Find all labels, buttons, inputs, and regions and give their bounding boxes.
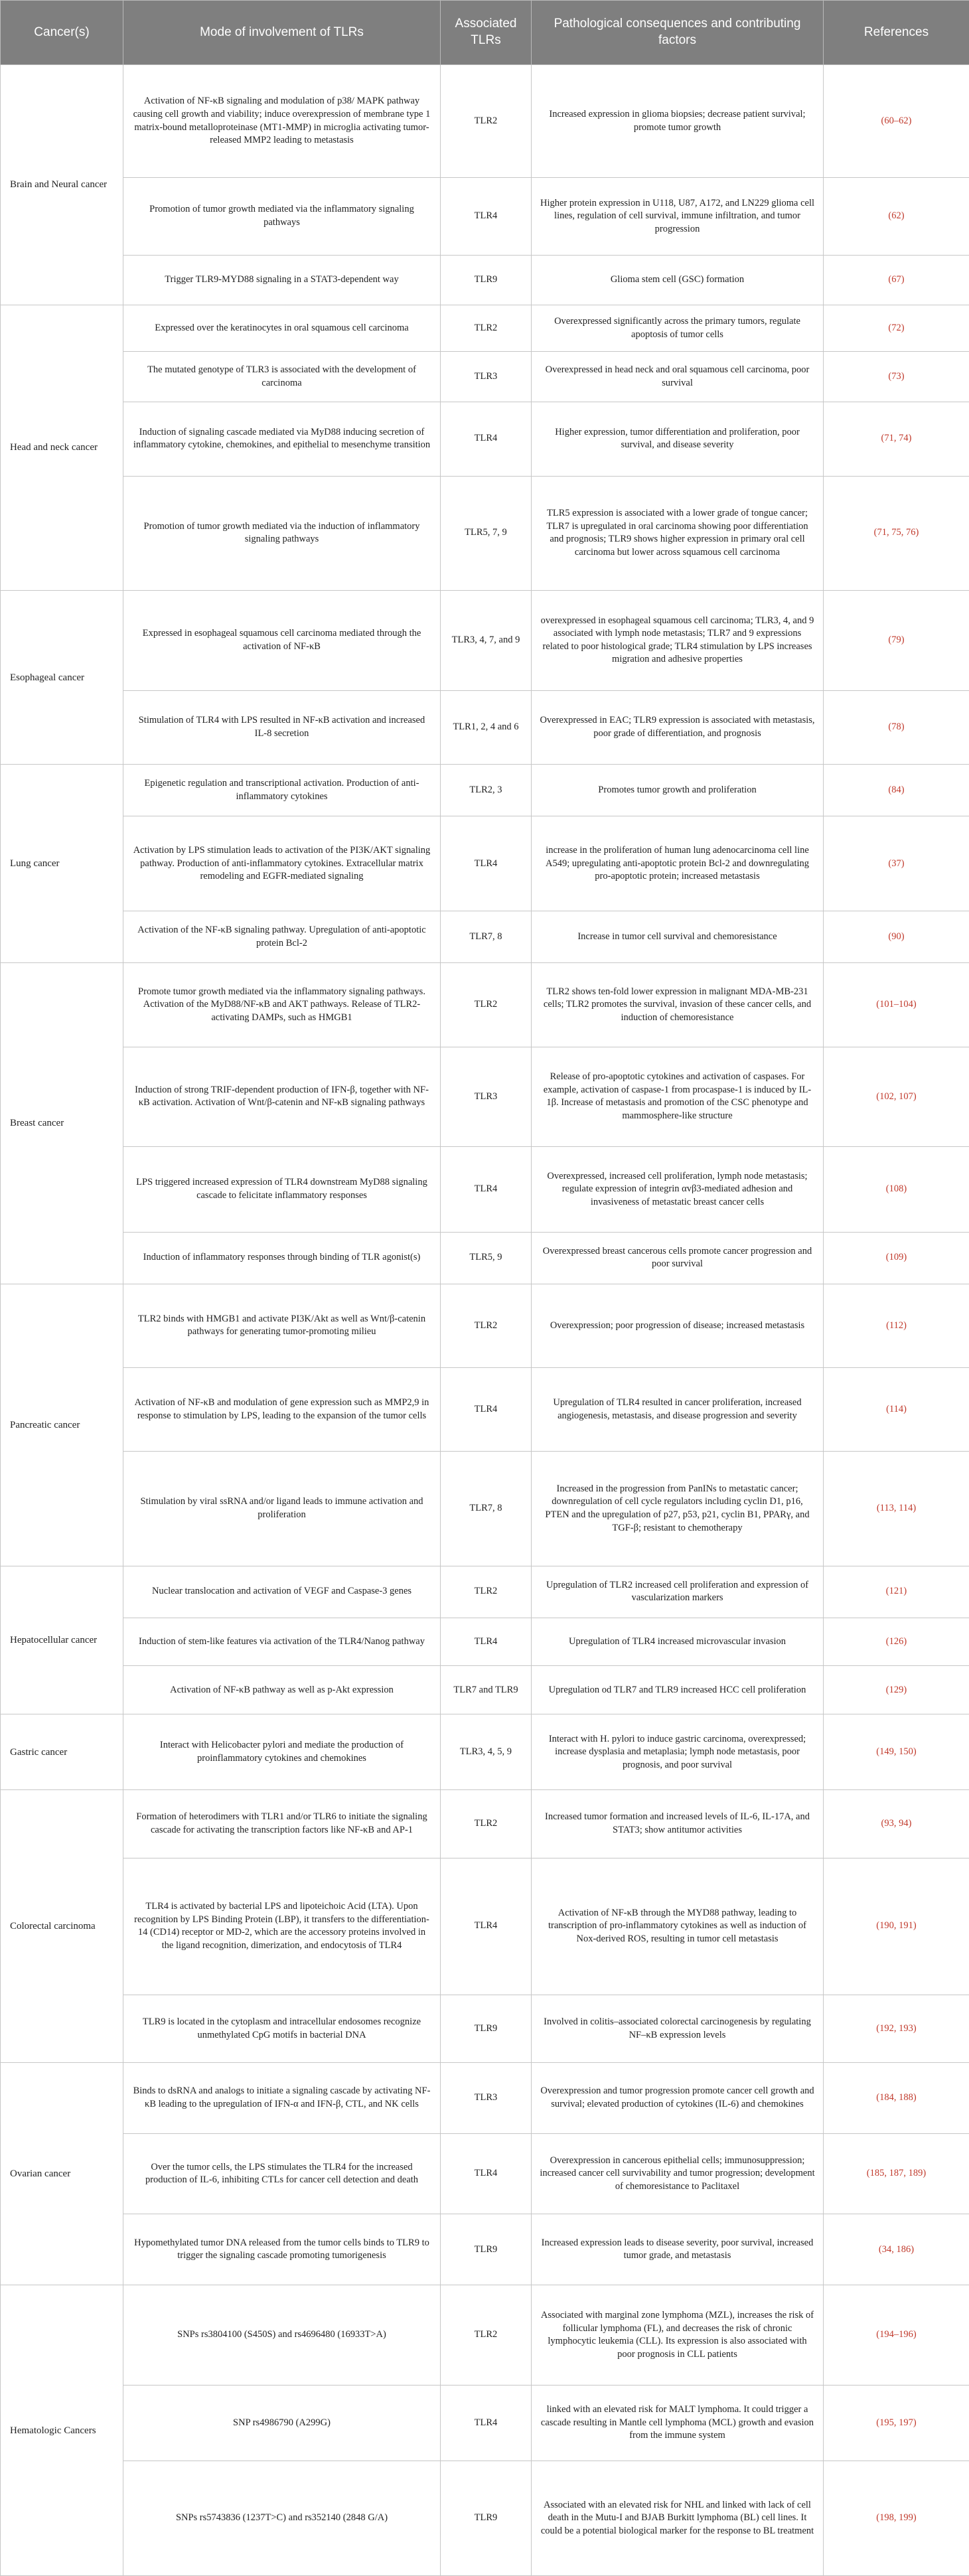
reference-cell[interactable]: (67) (824, 255, 969, 305)
mode-cell: Stimulation of TLR4 with LPS resulted in NF-κB activation and increased IL-8 secretion (123, 690, 441, 765)
pathology-cell: Overexpression; poor progression of disease; increased metastasis (532, 1284, 824, 1367)
reference-cell[interactable]: (93, 94) (824, 1790, 969, 1858)
table-row (1, 1666, 969, 1714)
mode-cell: Activation of the NF-κB signaling pathway. Upregulation of anti-apoptotic protein Bcl-2 (123, 911, 441, 963)
pathology-cell: Higher protein expression in U118, U87, A172, and LN229 glioma cell lines, regulation of cell survival, immune infiltration, and tumor progression (532, 178, 824, 256)
table-row (1, 2461, 969, 2576)
reference-cell[interactable]: (126) (824, 1618, 969, 1666)
tlr-cell: TLR4 (441, 178, 532, 256)
table-row (1, 178, 969, 256)
reference-cell[interactable]: (79) (824, 591, 969, 691)
mode-cell: Induction of signaling cascade mediated via MyD88 inducing secretion of inflammatory cytokine, chemokines, and epithelial to mesenchyme transition (123, 402, 441, 476)
header-pathology: Pathological consequences and contributing factors (532, 1, 824, 65)
tlr-cell: TLR2 (441, 2285, 532, 2386)
reference-cell[interactable]: (121) (824, 1566, 969, 1618)
reference-cell[interactable]: (129) (824, 1666, 969, 1714)
reference-cell[interactable]: (190, 191) (824, 1858, 969, 1995)
table-header (1, 1, 969, 65)
reference-cell[interactable]: (37) (824, 816, 969, 911)
tlr-cell: TLR4 (441, 402, 532, 476)
tlr-cell: TLR9 (441, 2214, 532, 2285)
table-row (1, 1232, 969, 1284)
reference-cell[interactable]: (185, 187, 189) (824, 2133, 969, 2214)
reference-cell[interactable]: (113, 114) (824, 1452, 969, 1566)
table-row (1, 591, 969, 691)
reference-cell[interactable]: (78) (824, 690, 969, 765)
mode-cell: SNP rs4986790 (A299G) (123, 2385, 441, 2461)
cancer-cell: Gastric cancer (1, 1714, 123, 1790)
table-row (1, 816, 969, 911)
tlr-cell: TLR3, 4, 5, 9 (441, 1714, 532, 1790)
table-row (1, 352, 969, 402)
pathology-cell: TLR2 shows ten-fold lower expression in malignant MDA-MB-231 cells; TLR2 promotes the survival, invasion of these cancer cells, and induction of chemoresistance (532, 963, 824, 1047)
table-row (1, 476, 969, 591)
table-row (1, 1618, 969, 1666)
pathology-cell: Increased in the progression from PanINs to metastatic cancer; downregulation of cell cycle regulators including cyclin D1, p16, PTEN and the upregulation of p27, p53, p21, cyclin B1, PPARγ, and TGF-β; resistant to chemotherapy (532, 1452, 824, 1566)
table-row (1, 2385, 969, 2461)
reference-cell[interactable]: (195, 197) (824, 2385, 969, 2461)
mode-cell: LPS triggered increased expression of TLR4 downstream MyD88 signaling cascade to felicitate inflammatory responses (123, 1147, 441, 1233)
header-tlrs: Associated TLRs (441, 1, 532, 65)
pathology-cell: Overexpressed, increased cell proliferation, lymph node metastasis; regulate expression of integrin αvβ3-mediated adhesion and invasiveness of metastatic breast cancer cells (532, 1147, 824, 1233)
cancer-cell: Colorectal carcinoma (1, 1790, 123, 2063)
pathology-cell: Upregulation of TLR4 resulted in cancer proliferation, increased angiogenesis, metastasis, and disease progression and severity (532, 1367, 824, 1451)
table-row (1, 2285, 969, 2386)
mode-cell: Activation of NF-κB pathway as well as p-Akt expression (123, 1666, 441, 1714)
table-row (1, 911, 969, 963)
tlr-cell: TLR4 (441, 1618, 532, 1666)
pathology-cell: Activation of NF-κB through the MYD88 pathway, leading to transcription of pro-inflammatory cytokines as well as induction of Nox-derived ROS, resulting in tumor cell metastasis (532, 1858, 824, 1995)
table-row (1, 255, 969, 305)
mode-cell: Interact with Helicobacter pylori and mediate the production of proinflammatory cytokines and chemokines (123, 1714, 441, 1790)
table-row (1, 690, 969, 765)
tlr-cell: TLR9 (441, 2461, 532, 2576)
tlr-cell: TLR2 (441, 1790, 532, 1858)
tlr-cell: TLR5, 7, 9 (441, 476, 532, 591)
pathology-cell: Upregulation of TLR2 increased cell proliferation and expression of vascularization markers (532, 1566, 824, 1618)
pathology-cell: Increased tumor formation and increased levels of IL-6, IL-17A, and STAT3; show antitumor activities (532, 1790, 824, 1858)
tlr-cell: TLR3 (441, 1047, 532, 1147)
table-row (1, 765, 969, 816)
pathology-cell: Overexpressed in head neck and oral squamous cell carcinoma, poor survival (532, 352, 824, 402)
pathology-cell: Involved in colitis–associated colorectal carcinogenesis by regulating NF–κB expression levels (532, 1995, 824, 2063)
mode-cell: Over the tumor cells, the LPS stimulates the TLR4 for the increased production of IL-6, inhibiting CTLs for cancer cell detection and death (123, 2133, 441, 2214)
pathology-cell: Overexpressed in EAC; TLR9 expression is associated with metastasis, poor grade of differentiation, and prognosis (532, 690, 824, 765)
mode-cell: Expressed over the keratinocytes in oral squamous cell carcinoma (123, 305, 441, 351)
pathology-cell: Promotes tumor growth and proliferation (532, 765, 824, 816)
cancer-cell: Pancreatic cancer (1, 1284, 123, 1566)
mode-cell: Binds to dsRNA and analogs to initiate a signaling cascade by activating NF-κB leading to the upregulation of IFN-α and IFN-β, CTL, and NK cells (123, 2063, 441, 2134)
reference-cell[interactable]: (84) (824, 765, 969, 816)
pathology-cell: Interact with H. pylori to induce gastric carcinoma, overexpressed; increase dysplasia and metaplasia; lymph node metastasis, poor prognosis, and poor survival (532, 1714, 824, 1790)
cancer-cell: Hematologic Cancers (1, 2285, 123, 2576)
table-row (1, 2063, 969, 2134)
mode-cell: Stimulation by viral ssRNA and/or ligand leads to immune activation and proliferation (123, 1452, 441, 1566)
tlr-cell: TLR1, 2, 4 and 6 (441, 690, 532, 765)
tlr-cell: TLR4 (441, 2133, 532, 2214)
table-row (1, 402, 969, 476)
mode-cell: Formation of heterodimers with TLR1 and/or TLR6 to initiate the signaling cascade for activating the transcription factors like NF-κB and AP-1 (123, 1790, 441, 1858)
mode-cell: Hypomethylated tumor DNA released from the tumor cells binds to TLR9 to trigger the signaling cascade promoting tumorigenesis (123, 2214, 441, 2285)
tlr-cell: TLR5, 9 (441, 1232, 532, 1284)
cancer-cell: Hepatocellular cancer (1, 1566, 123, 1714)
reference-cell[interactable]: (102, 107) (824, 1047, 969, 1147)
tlr-cell: TLR2 (441, 1566, 532, 1618)
mode-cell: Induction of strong TRIF-dependent production of IFN-β, together with NF-κB activation. Activation of Wnt/β-catenin and NF-κB signaling pathways (123, 1047, 441, 1147)
table-row (1, 65, 969, 178)
reference-cell[interactable]: (184, 188) (824, 2063, 969, 2134)
reference-cell[interactable]: (112) (824, 1284, 969, 1367)
pathology-cell: TLR5 expression is associated with a lower grade of tongue cancer; TLR7 is upregulated in oral carcinoma showing poor differentiation and prognosis; TLR9 shows higher expression in primary oral cell carcinoma but lower across squamous cell carcinoma (532, 476, 824, 591)
cancer-cell: Brain and Neural cancer (1, 65, 123, 305)
tlr-cell: TLR9 (441, 255, 532, 305)
mode-cell: The mutated genotype of TLR3 is associated with the development of carcinoma (123, 352, 441, 402)
pathology-cell: Increase in tumor cell survival and chemoresistance (532, 911, 824, 963)
pathology-cell: Associated with an elevated risk for NHL and linked with lack of cell death in the Mutu-I and BJAB Burkitt lymphoma (BL) cell lines. It could be a potential biological marker for the response to BL treatment (532, 2461, 824, 2576)
table-row (1, 1047, 969, 1147)
mode-cell: Promotion of tumor growth mediated via the inflammatory signaling pathways (123, 178, 441, 256)
tlr-cell: TLR9 (441, 1995, 532, 2063)
table-row (1, 1995, 969, 2063)
header-mode: Mode of involvement of TLRs (123, 1, 441, 65)
reference-cell[interactable]: (34, 186) (824, 2214, 969, 2285)
tlr-cell: TLR4 (441, 1858, 532, 1995)
mode-cell: TLR4 is activated by bacterial LPS and lipoteichoic Acid (LTA). Upon recognition by LPS Binding Protein (LBP), it transfers to the differentiation-14 (CD14) receptor or MD-2, which are the accessory proteins involved in the ligand recognition, dimerization, and endocytosis of TLR4 (123, 1858, 441, 1995)
tlr-cell: TLR2 (441, 1284, 532, 1367)
mode-cell: Promotion of tumor growth mediated via the induction of inflammatory signaling pathways (123, 476, 441, 591)
reference-cell[interactable]: (198, 199) (824, 2461, 969, 2576)
mode-cell: Activation of NF-κB signaling and modulation of p38/ MAPK pathway causing cell growth and viability; induce overexpression of membrane type 1 matrix-bound metalloproteinase (MT1-MMP) in microglia activating tumor-released MMP2 leading to metastasis (123, 65, 441, 178)
tlr-cell: TLR7, 8 (441, 911, 532, 963)
header-references: References (824, 1, 969, 65)
mode-cell: Trigger TLR9-MYD88 signaling in a STAT3-dependent way (123, 255, 441, 305)
table-row (1, 305, 969, 351)
mode-cell: Expressed in esophageal squamous cell carcinoma mediated through the activation of NF-κB (123, 591, 441, 691)
reference-cell[interactable]: (90) (824, 911, 969, 963)
reference-cell[interactable]: (72) (824, 305, 969, 351)
pathology-cell: Increased expression leads to disease severity, poor survival, increased tumor grade, and metastasis (532, 2214, 824, 2285)
pathology-cell: Increased expression in glioma biopsies; decrease patient survival; promote tumor growth (532, 65, 824, 178)
mode-cell: Induction of inflammatory responses through binding of TLR agonist(s) (123, 1232, 441, 1284)
table-body (1, 65, 969, 2576)
tlr-cell: TLR4 (441, 2385, 532, 2461)
tlr-cell: TLR4 (441, 1367, 532, 1451)
cancer-cell: Lung cancer (1, 765, 123, 963)
table-row (1, 1367, 969, 1451)
tlr-cell: TLR7 and TLR9 (441, 1666, 532, 1714)
tlr-cell: TLR3 (441, 2063, 532, 2134)
table-row (1, 963, 969, 1047)
table-row (1, 2214, 969, 2285)
tlr-cell: TLR3 (441, 352, 532, 402)
pathology-cell: Overexpression in cancerous epithelial cells; immunosuppression; increased cancer cell survivability and tumor progression; development of chemoresistance to Paclitaxel (532, 2133, 824, 2214)
pathology-cell: Higher expression, tumor differentiation and proliferation, poor survival, and disease severity (532, 402, 824, 476)
mode-cell: Activation of NF-κB and modulation of gene expression such as MMP2,9 in response to stimulation by LPS, leading to the expansion of the tumor cells (123, 1367, 441, 1451)
pathology-cell: Overexpressed significantly across the primary tumors, regulate apoptosis of tumor cells (532, 305, 824, 351)
pathology-cell: Release of pro-apoptotic cytokines and activation of caspases. For example, activation of caspase-1 from procaspase-1 is induced by IL-1β. Increase of metastasis and promotion of the CSC phenotype and mammosphere-like structure (532, 1047, 824, 1147)
cancer-cell: Head and neck cancer (1, 305, 123, 590)
reference-cell[interactable]: (71, 74) (824, 402, 969, 476)
mode-cell: Epigenetic regulation and transcriptional activation. Production of anti-inflammatory cytokines (123, 765, 441, 816)
reference-cell[interactable]: (114) (824, 1367, 969, 1451)
mode-cell: Activation by LPS stimulation leads to activation of the PI3K/AKT signaling pathway. Production of anti-inflammatory cytokines. Extracellular matrix remodeling and EGFR-mediated signaling (123, 816, 441, 911)
mode-cell: TLR2 binds with HMGB1 and activate PI3K/Akt as well as Wnt/β-catenin pathways for generating tumor-promoting milieu (123, 1284, 441, 1367)
reference-cell[interactable]: (194–196) (824, 2285, 969, 2386)
table-row (1, 1147, 969, 1233)
cancer-cell: Ovarian cancer (1, 2063, 123, 2285)
cancer-cell: Breast cancer (1, 963, 123, 1284)
pathology-cell: linked with an elevated risk for MALT lymphoma. It could trigger a cascade resulting in Mantle cell lymphoma (MCL) growth and evasion from the immune system (532, 2385, 824, 2461)
table-row (1, 2133, 969, 2214)
pathology-cell: Upregulation od TLR7 and TLR9 increased HCC cell proliferation (532, 1666, 824, 1714)
mode-cell: Promote tumor growth mediated via the inflammatory signaling pathways. Activation of the MyD88/NF-κB and AKT pathways. Release of TLR2-activating DAMPs, such as HMGB1 (123, 963, 441, 1047)
reference-cell[interactable]: (149, 150) (824, 1714, 969, 1790)
pathology-cell: overexpressed in esophageal squamous cell carcinoma; TLR3, 4, and 9 associated with lymph node metastasis; TLR7 and 9 expressions related to poor histological grade; TLR4 stimulation by LPS increases migration and adhesive properties (532, 591, 824, 691)
mode-cell: SNPs rs5743836 (1237T>C) and rs352140 (2848 G/A) (123, 2461, 441, 2576)
tlr-cell: TLR4 (441, 1147, 532, 1233)
pathology-cell: Upregulation of TLR4 increased microvascular invasion (532, 1618, 824, 1666)
cancer-cell: Esophageal cancer (1, 591, 123, 765)
mode-cell: TLR9 is located in the cytoplasm and intracellular endosomes recognize unmethylated CpG motifs in bacterial DNA (123, 1995, 441, 2063)
pathology-cell: Associated with marginal zone lymphoma (MZL), increases the risk of follicular lymphoma (FL), and decreases the risk of chronic lymphocytic leukemia (CLL). Its expression is also associated with poor prognosis in CLL patients (532, 2285, 824, 2386)
table-row (1, 1858, 969, 1995)
table-row (1, 1452, 969, 1566)
reference-cell[interactable]: (73) (824, 352, 969, 402)
tlr-cell: TLR3, 4, 7, and 9 (441, 591, 532, 691)
tlr-cell: TLR7, 8 (441, 1452, 532, 1566)
reference-cell[interactable]: (108) (824, 1147, 969, 1233)
table-row (1, 1284, 969, 1367)
mode-cell: Induction of stem-like features via activation of the TLR4/Nanog pathway (123, 1618, 441, 1666)
tlr-cell: TLR2 (441, 963, 532, 1047)
reference-cell[interactable]: (101–104) (824, 963, 969, 1047)
reference-cell[interactable]: (62) (824, 178, 969, 256)
table-row (1, 1566, 969, 1618)
pathology-cell: Overexpressed breast cancerous cells promote cancer progression and poor survival (532, 1232, 824, 1284)
reference-cell[interactable]: (192, 193) (824, 1995, 969, 2063)
pathology-cell: Overexpression and tumor progression promote cancer cell growth and survival; elevated production of cytokines (IL-6) and chemokines (532, 2063, 824, 2134)
tlr-cell: TLR2 (441, 305, 532, 351)
header-cancer: Cancer(s) (1, 1, 123, 65)
mode-cell: SNPs rs3804100 (S450S) and rs4696480 (16933T>A) (123, 2285, 441, 2386)
reference-cell[interactable]: (71, 75, 76) (824, 476, 969, 591)
reference-cell[interactable]: (109) (824, 1232, 969, 1284)
table-row (1, 1714, 969, 1790)
pathology-cell: increase in the proliferation of human lung adenocarcinoma cell line A549; upregulating anti-apoptotic protein Bcl-2 and downregulating pro-apoptotic protein; increased metastasis (532, 816, 824, 911)
pathology-cell: Glioma stem cell (GSC) formation (532, 255, 824, 305)
mode-cell: Nuclear translocation and activation of VEGF and Caspase-3 genes (123, 1566, 441, 1618)
tlr-cell: TLR2, 3 (441, 765, 532, 816)
reference-cell[interactable]: (60–62) (824, 65, 969, 178)
table-row (1, 1790, 969, 1858)
tlr-cell: TLR2 (441, 65, 532, 178)
tlr-cell: TLR4 (441, 816, 532, 911)
